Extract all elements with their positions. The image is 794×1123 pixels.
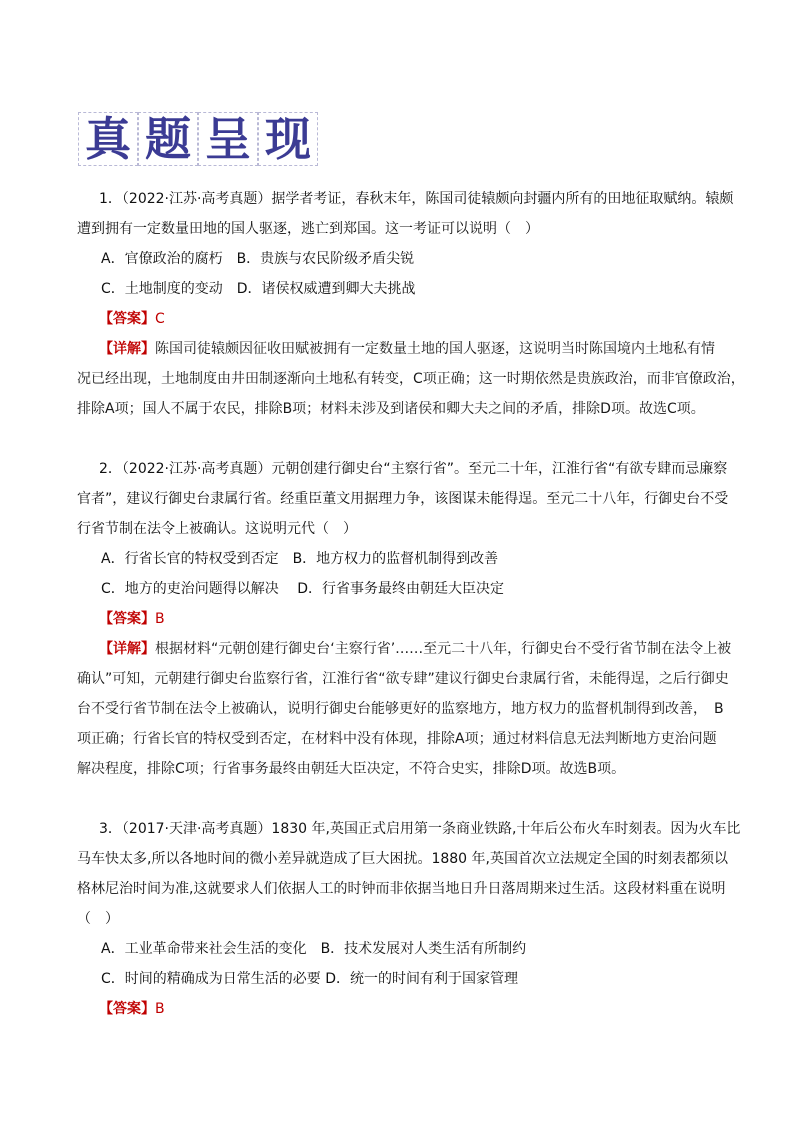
answer-tag: 【答案】 [99,1001,155,1017]
question-stem: 2．（2022·江苏·高考真题）元朝创建行御史台“主察行省”。至元二十年，江淮行省“有欲专肆而忌廉察 [99,461,728,477]
question-stem: （ ） [77,911,119,927]
question-options: C．时间的精确成为日常生活的必要 D．统一的时间有利于国家管理 [101,971,519,987]
question-1 [77,184,745,424]
question-stem: 格林尼治时间为准,这就要求人们依据人工的时钟而非依据当地日升日落周期来过生活。这段材料重在说明 [77,881,726,897]
detail-text: 根据材料“元朝创建行御史台‘主察行省’……至元二十八年，行御史台不受行省节制在法令上被 [155,641,732,657]
question-options: A．官僚政治的腐朽 B．贵族与农民阶级矛盾尖锐 [101,251,415,267]
detail-tag: 【详解】 [99,341,155,357]
detail-tag: 【详解】 [99,641,155,657]
answer-line [77,604,717,634]
detail-text: 解决程度，排除C项；行省事务最终由朝廷大臣决定，不符合史实，排除D项。故选B项。 [77,761,626,777]
banner-char: 呈 [205,112,251,166]
banner-char: 真 [85,112,131,166]
detail-line [77,634,732,664]
answer-line [77,994,717,1024]
question-stem: 3．（2017·天津·高考真题）1830 年,英国正式启用第一条商业铁路,十年后公布火车时刻表。因为火车比 [99,821,741,837]
section-banner [78,112,318,168]
detail-text: 台不受行省节制在法令上被确认，说明行御史台能够更好的监察地方，地方权力的监督机制得到改善， B [77,701,724,717]
question-2 [77,454,732,784]
question-stem: 马车快太多,所以各地时间的微小差异就造成了巨大困扰。1880 年,英国首次立法规定全国的时刻表都须以 [77,851,728,867]
question-stem: 遭到拥有一定数量田地的国人驱逐，逃亡到郑国。这一考证可以说明（ ） [77,221,539,237]
question-options: C．土地制度的变动 D．诸侯权威遭到卿大夫挑战 [101,281,416,297]
answer-value: B [155,611,165,627]
answer-tag: 【答案】 [99,311,155,327]
answer-tag: 【答案】 [99,611,155,627]
banner-char: 题 [145,112,191,166]
detail-line [77,334,717,364]
detail-text: 况已经出现，土地制度由井田制逐渐向土地私有转变，C项正确；这一时期依然是贵族政治，而非官僚政治， [77,371,745,387]
answer-line [77,304,717,334]
question-stem: 行省节制在法令上被确认。这说明元代（ ） [77,521,357,537]
banner-char: 现 [265,112,311,166]
detail-text: 排除A项；国人不属于农民，排除B项；材料未涉及到诸侯和卿大夫之间的矛盾，排除D项。故选C项。 [77,401,705,417]
answer-value: C [155,311,165,327]
question-options: C．地方的吏治问题得以解决 D．行省事务最终由朝廷大臣决定 [101,581,505,597]
detail-text: 陈国司徒辕颇因征收田赋被拥有一定数量土地的国人驱逐，这说明当时陈国境内土地私有情 [155,341,715,357]
question-stem: 1．（2022·江苏·高考真题）据学者考证，春秋末年，陈国司徒辕颇向封疆内所有的田地征取赋纳。辕颇 [99,191,734,207]
question-options: A．工业革命带来社会生活的变化 B．技术发展对人类生活有所制约 [101,941,527,957]
detail-text: 项正确；行省长官的特权受到否定，在材料中没有体现，排除A项；通过材料信息无法判断地方吏治问题 [77,731,717,747]
question-3 [77,814,741,1024]
answer-value: B [155,1001,165,1017]
question-stem: 官者”，建议行御史台隶属行省。经重臣董文用据理力争，该图谋未能得逞。至元二十八年，行御史台不受 [77,491,729,507]
detail-text: 确认”可知，元朝建行御史台监察行省，江淮行省“欲专肆”建议行御史台隶属行省，未能得逞，之后行御史 [77,671,729,687]
question-options: A．行省长官的特权受到否定 B．地方权力的监督机制得到改善 [101,551,499,567]
